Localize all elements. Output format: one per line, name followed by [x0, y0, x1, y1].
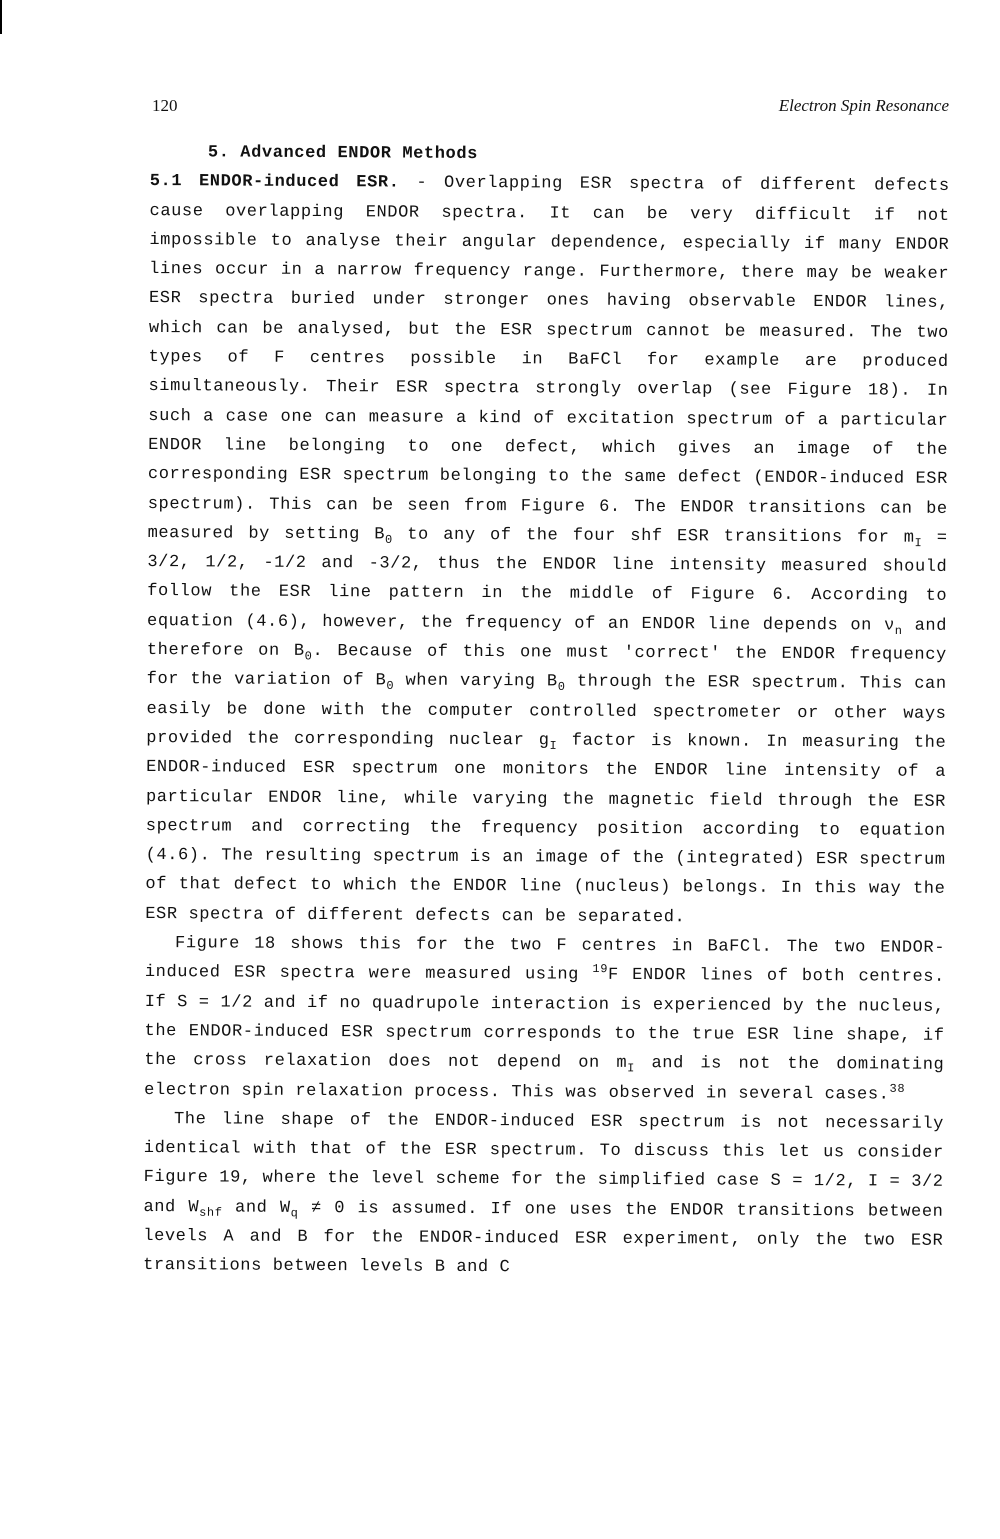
text-run: factor is known. In measuring the ENDOR-induced ESR spectrum one monitors the ENDOR line intensity of a particular ENDOR line, while varying the magnetic field through the ESR spectrum and correcting the frequency position according to equation (4.6). The resulting spectrum is an image of the (integrated) ESR spectrum of that defect to which the ENDOR line (nucleus) belongs. In this way the ESR spectra of different defects can be separated. [145, 731, 947, 928]
subscript: 0 [385, 532, 393, 547]
text-run: - Overlapping ESR spectra of different defects cause overlapping ENDOR spectra. It can be very difficult if not impossible to analyse their angular dependence, especially if many ENDOR lines occur in a narrow frequency range. Furthermore, there may be weaker ESR spectra buried under stronger ones having observable ENDOR lines, which can be analysed, but the ESR spectrum cannot be measured. The two types of F centres possible in BaFCl for example are produced simultaneously. Their ESR spectra strongly overlap (see Figure 18). In such a case one can measure a kind of excitation spectrum of a particular ENDOR line belonging to one defect, which gives an image of the corresponding ESR spectrum belonging to the same defect (ENDOR-induced ESR spectrum). This can be seen from Figure 6. The ENDOR transitions can be measured by setting B [147, 173, 950, 545]
subscript: 0 [304, 649, 313, 664]
section-heading: 5. Advanced ENDOR Methods [207, 143, 479, 165]
subsection-heading: 5.1 ENDOR-induced ESR. [149, 172, 400, 193]
text-run: to any of the four shf ESR transitions for m [392, 525, 915, 548]
text-run: and W [222, 1198, 291, 1218]
running-head: Electron Spin Resonance [778, 96, 949, 115]
paragraph-2 [144, 929, 945, 1110]
text-run: F ENDOR lines of both centres. If S = 1/2 and if no quadrupole interaction is experienced by the nucleus, the ENDOR-induced ESR spectrum corresponds to the true ESR line shape, if the cross relaxation does not depend on m [144, 966, 945, 1074]
paragraph-3 [143, 1105, 944, 1286]
text-run: = 3/2, 1/2, -1/2 and -3/2, thus the ENDOR line intensity measured should follow the ESR line pattern in the middle of Figure 6. According to equation (4.6), however, the frequency of an ENDOR line depends on ν [146, 528, 948, 636]
citation-superscript: 38 [889, 1081, 906, 1096]
subscript: I [914, 535, 923, 550]
page-header [152, 96, 949, 124]
subscript: shf [199, 1205, 223, 1220]
subscript: n [894, 623, 903, 638]
text-run: and is not the dominating electron spin relaxation process. This was observed in several cases. [144, 1054, 945, 1105]
paragraph-1 [145, 167, 950, 934]
page-edge-mark [0, 0, 2, 34]
superscript: 19 [592, 962, 609, 977]
subscript: 0 [557, 680, 566, 695]
page-body [143, 138, 950, 1285]
text-run: . Because of this one must 'correct' the ENDOR frequency for the variation of B [146, 642, 947, 691]
subscript: I [627, 1061, 635, 1076]
subscript: 0 [386, 679, 395, 694]
text-run: when varying B [394, 671, 558, 692]
text-run: The line shape of the ENDOR-induced ESR spectrum is not necessarily identical with that of the ESR spectrum. To discuss this let us consider Figure 19, where the level scheme for the simplified case S = 1/2, I = 3/2 and W [143, 1109, 945, 1218]
text-run: through the ESR spectrum. This can easily be done with the computer controlled spectrometer or other ways provided the corresponding nuclear g [146, 672, 947, 751]
page-number: 120 [152, 96, 178, 115]
text-run: Figure 18 shows this for the two F centres in BaFCl. The two ENDOR-induced ESR spectra were measured using [144, 934, 946, 986]
text-run: ≠ 0 is assumed. If one uses the ENDOR transitions between levels A and B for the ENDOR-induced ESR experiment, only the two ESR transitions between levels B and C [143, 1198, 944, 1278]
subscript: q [290, 1205, 299, 1221]
text-run: and therefore on B [146, 616, 948, 662]
subscript: I [549, 738, 558, 753]
